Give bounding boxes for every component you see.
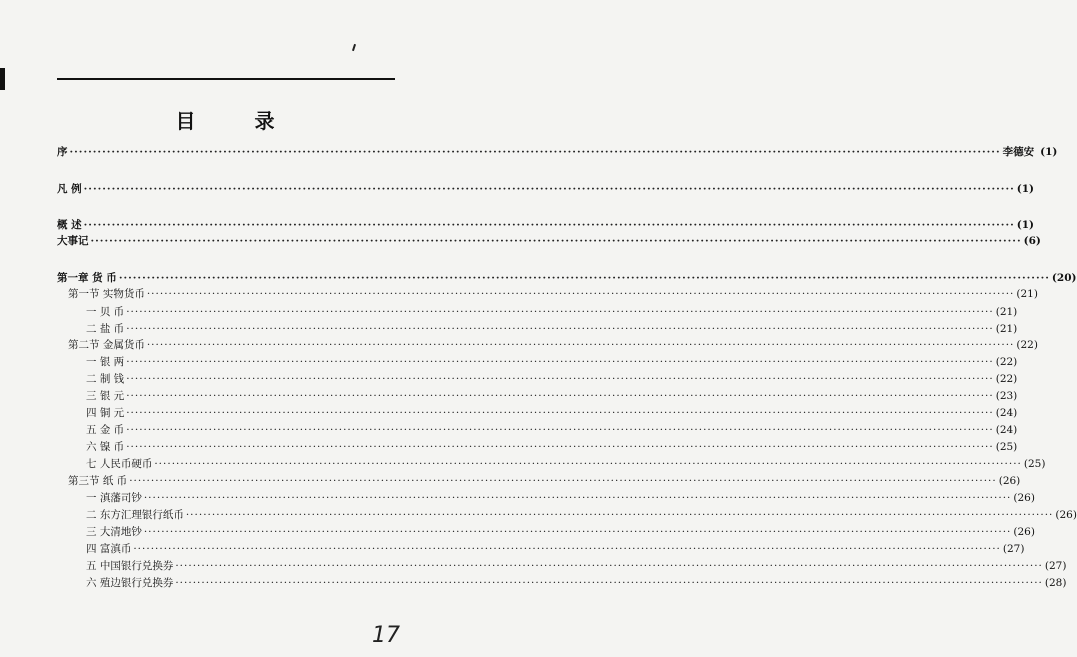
- leader-dots: ········································································································································································································: [83, 219, 1015, 231]
- toc-entry: [86, 439, 1018, 455]
- toc-entry-label: 大事记: [57, 235, 89, 247]
- toc-entry-label: 二 盐 币: [86, 323, 125, 335]
- toc-entry-page: (26): [1055, 509, 1077, 521]
- leader-dots: ········································································································································································································: [126, 323, 994, 335]
- leader-dots: ········································································································································································································: [146, 288, 1015, 300]
- toc-entry-page: (26): [998, 475, 1021, 487]
- toc-entry: [86, 490, 1035, 506]
- toc-entry-page: (27): [1044, 560, 1067, 572]
- toc-entry: [86, 456, 1046, 472]
- leader-dots: ········································································································································································································: [175, 577, 1043, 589]
- toc-entry: [68, 286, 1038, 302]
- leader-dots: ········································································································································································································: [126, 407, 994, 419]
- toc-entry: [57, 144, 1058, 160]
- leader-dots: ········································································································································································································: [146, 339, 1015, 351]
- leader-dots: ········································································································································································································: [126, 424, 994, 436]
- toc-entry-label: 概 述: [57, 219, 82, 231]
- toc-entry: [86, 558, 1067, 574]
- leader-dots: ········································································································································································································: [126, 306, 994, 318]
- toc-entry-label: 三 银 元: [86, 390, 125, 402]
- toc-entry-author: 李德安: [1002, 146, 1035, 158]
- toc-entry: [57, 233, 1041, 249]
- leader-dots: ········································································································································································································: [83, 183, 1015, 195]
- toc-entry-label: 七 人民币硬币: [86, 458, 153, 470]
- toc-entry: [86, 388, 1018, 404]
- toc-entry-label: 第二节 金属货币: [68, 339, 145, 351]
- toc-entry-page: (1): [1040, 146, 1058, 158]
- leader-dots: ········································································································································································································: [133, 543, 1001, 555]
- toc-entry-label: 三 大清地钞: [86, 526, 142, 538]
- toc-entry-page: (20): [1051, 272, 1077, 284]
- leader-dots: ········································································································································································································: [126, 373, 994, 385]
- toc-entry-label: 六 殖边银行兑换券: [86, 577, 174, 589]
- leader-dots: ········································································································································································································: [143, 492, 1012, 504]
- leader-dots: ········································································································································································································: [185, 509, 1054, 521]
- leader-dots: ········································································································································································································: [126, 390, 994, 402]
- toc-entry-page: (24): [995, 407, 1018, 419]
- toc-entry-page: (25): [1023, 458, 1046, 470]
- toc-entry: [57, 181, 1035, 197]
- toc-entry: [68, 473, 1021, 489]
- handwritten-page-number: 17: [372, 623, 400, 648]
- toc-entry-page: (21): [995, 323, 1018, 335]
- toc-entry-label: 一 银 两: [86, 356, 125, 368]
- toc-entry-page: (28): [1044, 577, 1067, 589]
- toc-entry-page: (26): [1013, 526, 1035, 538]
- toc-entry: [57, 217, 1035, 233]
- toc-entry-label: 序: [57, 146, 68, 158]
- toc-entry-page: (22): [995, 356, 1018, 368]
- toc-entry: [86, 321, 1018, 337]
- toc-entry-label: 第一节 实物货币: [68, 288, 145, 300]
- toc-entry: [86, 524, 1035, 540]
- toc-entry-page: (1): [1016, 219, 1035, 231]
- toc-entry-label: 一 滇藩司钞: [86, 492, 142, 504]
- toc-entry: [86, 304, 1018, 320]
- toc-entry: [86, 371, 1018, 387]
- leader-dots: ········································································································································································································: [118, 272, 1050, 284]
- toc-entry-label: 第一章 货 币: [57, 272, 117, 284]
- leader-dots: ········································································································································································································: [90, 235, 1022, 247]
- leader-dots: ········································································································································································································: [143, 526, 1012, 538]
- toc-entry-label: 一 贝 币: [86, 306, 125, 318]
- leader-dots: ········································································································································································································: [175, 560, 1043, 572]
- toc-entry-label: 四 富滇币: [86, 543, 132, 555]
- toc-entry: [86, 507, 1077, 523]
- toc-entry-label: 四 铜 元: [86, 407, 125, 419]
- toc-entry: [86, 575, 1067, 591]
- leader-dots: ········································································································································································································: [154, 458, 1022, 470]
- toc-entry-label: 第三节 纸 币: [68, 475, 128, 487]
- toc-entry-label: 二 制 钱: [86, 373, 125, 385]
- toc-entry: [57, 270, 1077, 286]
- toc-entry-label: 五 金 币: [86, 424, 125, 436]
- toc-entry-label: 凡 例: [57, 183, 82, 195]
- toc-entry-page: (25): [995, 441, 1018, 453]
- toc-entry-label: 六 镍 币: [86, 441, 125, 453]
- toc-entry: [86, 405, 1018, 421]
- toc-entry: [86, 354, 1018, 370]
- toc-entry-page: (22): [995, 373, 1018, 385]
- toc-entry: [86, 541, 1025, 557]
- toc-entry-page: (26): [1013, 492, 1035, 504]
- toc-entry-page: (21): [995, 306, 1018, 318]
- toc-entry-page: (1): [1016, 183, 1035, 195]
- leader-dots: ········································································································································································································: [126, 441, 994, 453]
- toc-entry-page: (6): [1023, 235, 1041, 247]
- leader-dots: ········································································································································································································: [126, 356, 994, 368]
- ink-speck: [352, 44, 356, 51]
- leader-dots: ········································································································································································································: [129, 475, 997, 487]
- toc-entry: [86, 422, 1018, 438]
- leader-dots: ········································································································································································································: [69, 146, 1001, 158]
- header-rule: [57, 78, 395, 80]
- toc-entry: [68, 337, 1038, 353]
- toc-entry-page: (24): [995, 424, 1018, 436]
- page-title: 目 录: [175, 109, 301, 133]
- toc-entry-label: 二 东方汇理银行纸币: [86, 509, 184, 521]
- toc-entry-page: (22): [1016, 339, 1038, 351]
- toc-entry-page: (23): [995, 390, 1018, 402]
- toc-entry-page: (21): [1016, 288, 1038, 300]
- binding-mark: [0, 68, 5, 90]
- toc-entry-label: 五 中国银行兑换券: [86, 560, 174, 572]
- toc-entry-page: (27): [1002, 543, 1025, 555]
